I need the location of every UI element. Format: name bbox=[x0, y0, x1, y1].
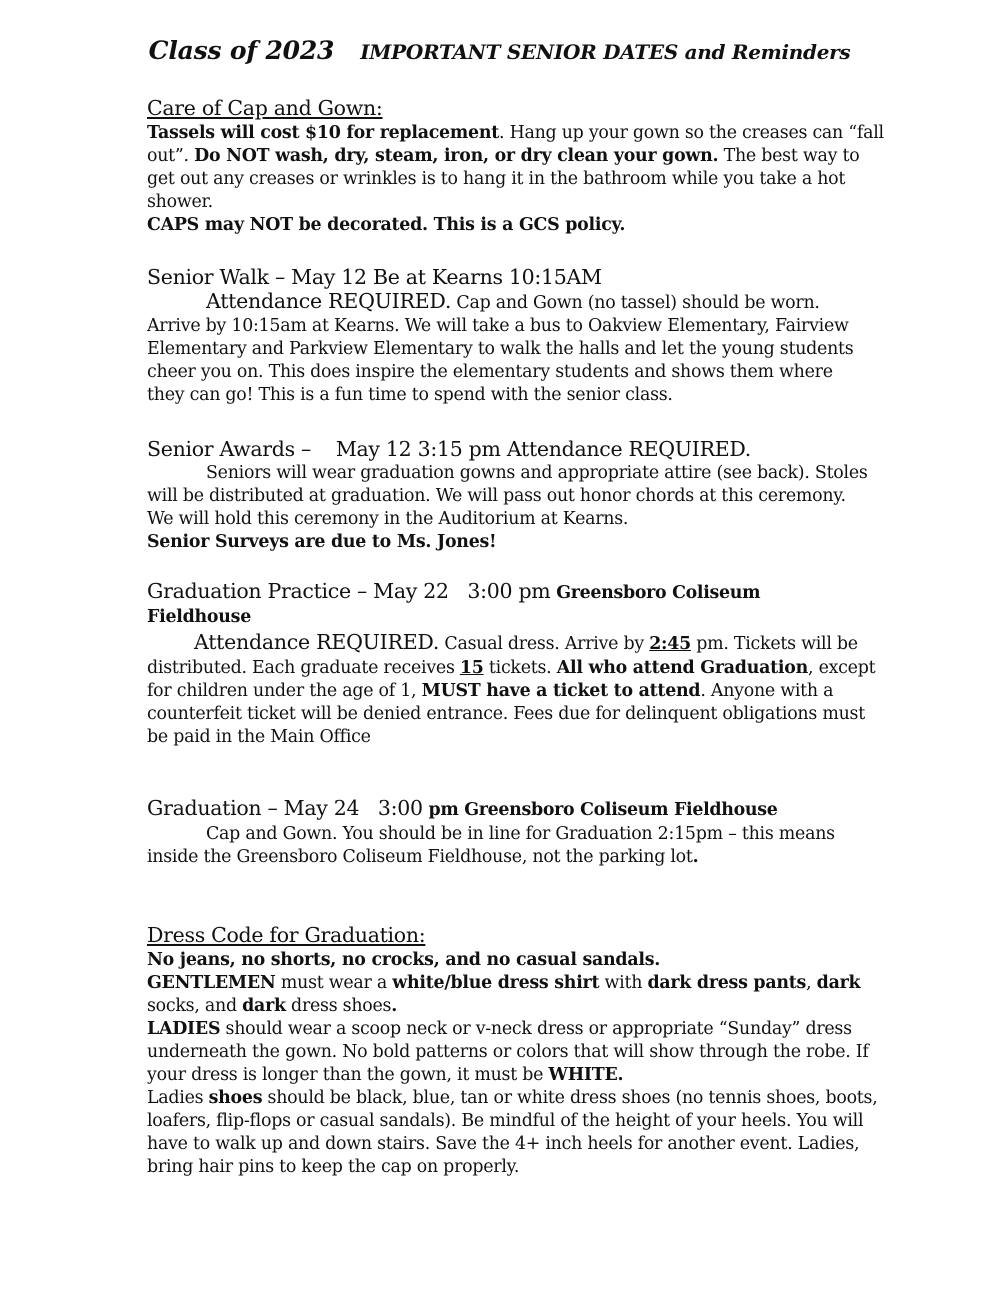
walk-line: Elementary and Parkview Elementary to walk the halls and let the young students bbox=[147, 339, 854, 359]
care-line: get out any creases or wrinkles is to hang it in the bathroom while you take a hot bbox=[147, 169, 846, 189]
awards-surveys: Senior Surveys are due to Ms. Jones! bbox=[147, 532, 497, 552]
practice-line: distributed. Each graduate receives 15 tickets. All who attend Graduation, except bbox=[147, 658, 876, 678]
practice-line: for children under the age of 1, MUST have a ticket to attend. Anyone with a bbox=[147, 681, 834, 701]
graduation-section bbox=[147, 795, 879, 869]
class-of-title: Class of 2023 bbox=[148, 36, 335, 65]
dress-line: your dress is longer than the gown, it must be WHITE. bbox=[147, 1065, 624, 1085]
walk-line: Attendance REQUIRED. Cap and Gown (no tassel) should be worn. bbox=[206, 289, 820, 313]
awards-line: We will hold this ceremony in the Auditorium at Kearns. bbox=[147, 509, 629, 529]
dress-line: have to walk up and down stairs. Save the 4+ inch heels for another event. Ladies, bbox=[147, 1134, 860, 1154]
care-line: out”. Do NOT wash, dry, steam, iron, or dry clean your gown. The best way to bbox=[147, 146, 860, 166]
graduation-line: inside the Greensboro Coliseum Fieldhouse, not the parking lot. bbox=[147, 847, 699, 867]
practice-line: counterfeit ticket will be denied entrance. Fees due for delinquent obligations must bbox=[147, 704, 865, 724]
care-heading: Care of Cap and Gown: bbox=[147, 96, 383, 120]
page-title bbox=[0, 36, 999, 65]
title-subtitle: IMPORTANT SENIOR DATES and Reminders bbox=[360, 40, 851, 64]
dress-line: socks, and dark dress shoes. bbox=[147, 996, 398, 1016]
care-line: Tassels will cost $10 for replacement. Hang up your gown so the creases can “fall bbox=[147, 123, 884, 143]
walk-line: Arrive by 10:15am at Kearns. We will take a bus to Oakview Elementary, Fairview bbox=[147, 316, 849, 336]
dress-line: LADIES should wear a scoop neck or v-neck dress or appropriate “Sunday” dress bbox=[147, 1019, 852, 1039]
awards-line: will be distributed at graduation. We will pass out honor chords at this ceremony. bbox=[147, 486, 846, 506]
care-section bbox=[147, 95, 884, 237]
care-line: shower. bbox=[147, 192, 213, 212]
senior-awards-heading: Senior Awards – May 12 3:15 pm Attendance REQUIRED. bbox=[147, 437, 751, 461]
care-policy: CAPS may NOT be decorated. This is a GCS policy. bbox=[147, 215, 626, 235]
walk-line: they can go! This is a fun time to spend with the senior class. bbox=[147, 385, 673, 405]
dress-line: No jeans, no shorts, no crocks, and no casual sandals. bbox=[147, 950, 661, 970]
practice-line: be paid in the Main Office bbox=[147, 727, 371, 747]
graduation-heading: Graduation – May 24 3:00 pm Greensboro Coliseum Fieldhouse bbox=[147, 796, 778, 820]
senior-walk-section bbox=[147, 264, 879, 407]
awards-line: Seniors will wear graduation gowns and appropriate attire (see back). Stoles bbox=[206, 463, 868, 483]
graduation-line: Cap and Gown. You should be in line for Graduation 2:15pm – this means bbox=[206, 824, 835, 844]
practice-heading-location: Fieldhouse bbox=[147, 607, 252, 627]
senior-walk-heading: Senior Walk – May 12 Be at Kearns 10:15AM bbox=[147, 265, 602, 289]
dress-line: loafers, flip-flops or casual sandals). Be mindful of the height of your heels. You will bbox=[147, 1111, 864, 1131]
practice-line: Attendance REQUIRED. Casual dress. Arrive by 2:45 pm. Tickets will be bbox=[194, 630, 858, 654]
dress-line: underneath the gown. No bold patterns or colors that will show through the robe. If bbox=[147, 1042, 869, 1062]
senior-awards-section bbox=[147, 436, 879, 554]
dress-code-heading: Dress Code for Graduation: bbox=[147, 923, 426, 947]
dress-line: GENTLEMEN must wear a white/blue dress shirt with dark dress pants, dark bbox=[147, 973, 861, 993]
dress-code-section bbox=[147, 922, 879, 1179]
practice-section bbox=[147, 578, 879, 749]
practice-heading: Graduation Practice – May 22 3:00 pm Greensboro Coliseum bbox=[147, 579, 761, 603]
dress-line: Ladies shoes should be black, blue, tan or white dress shoes (no tennis shoes, boots, bbox=[147, 1088, 878, 1108]
dress-line: bring hair pins to keep the cap on properly. bbox=[147, 1157, 520, 1177]
walk-line: cheer you on. This does inspire the elementary students and shows them where bbox=[147, 362, 833, 382]
